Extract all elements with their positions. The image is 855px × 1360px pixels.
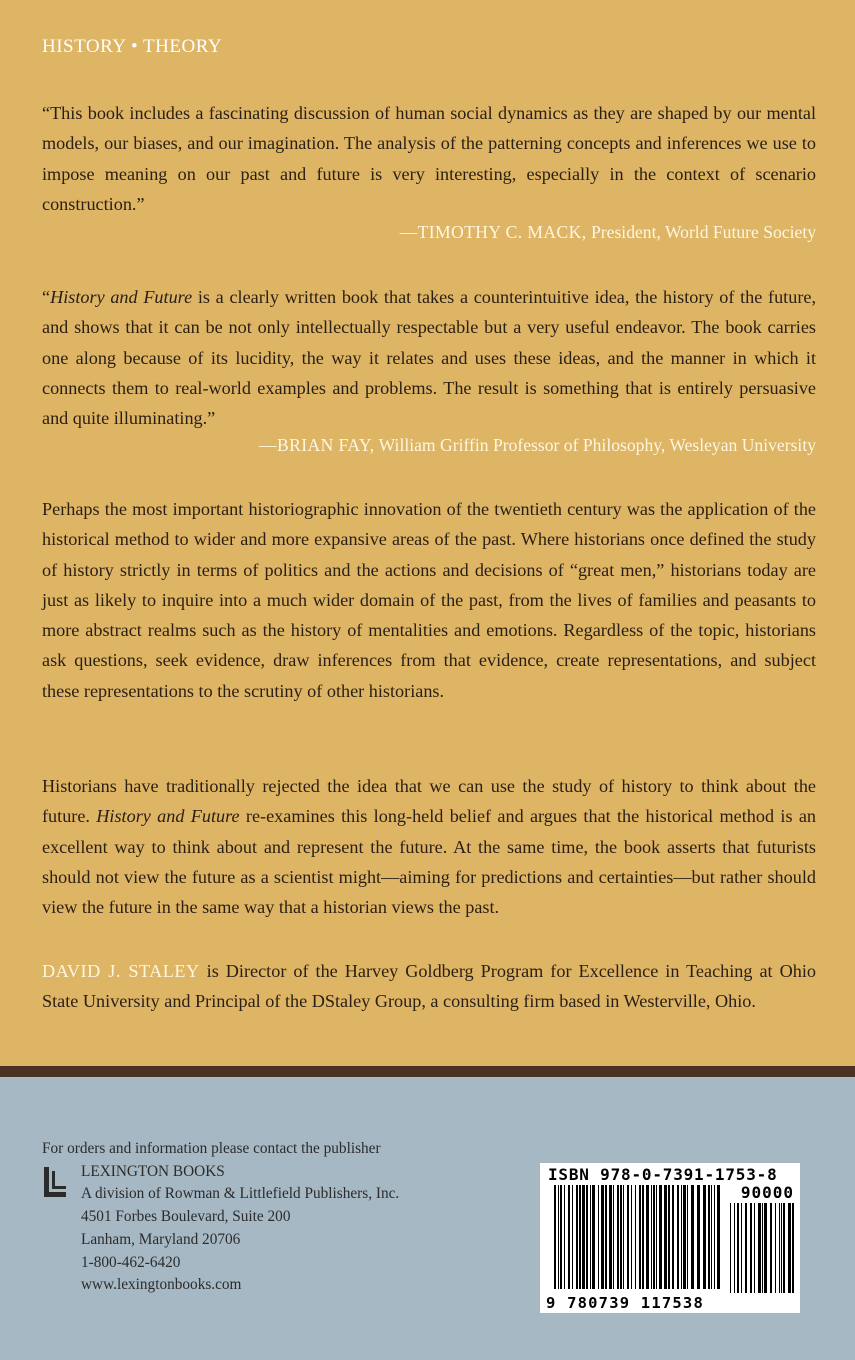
barcode-bar [708, 1185, 710, 1289]
divider-band [0, 1066, 855, 1077]
barcode-bar [687, 1185, 688, 1289]
barcode-bar [635, 1185, 636, 1289]
ean-digits: 9 780739 117538 [546, 1294, 704, 1312]
barcode-addon-bar [750, 1203, 752, 1293]
barcode-bar [664, 1185, 667, 1289]
barcode-addon-bar [730, 1203, 731, 1293]
blurb-quote-2 [42, 282, 816, 433]
barcode-bar [659, 1185, 662, 1289]
barcode-addon-bar [737, 1203, 739, 1293]
barcode-bar [582, 1185, 585, 1289]
barcode-bar [656, 1185, 657, 1289]
barcode-bar [668, 1185, 670, 1289]
quote-2-name: —BRIAN FAY, [259, 435, 375, 455]
barcode-bar [598, 1185, 599, 1289]
barcode-addon-bar [775, 1203, 776, 1293]
barcode-bar [627, 1185, 629, 1289]
description-2-after: re-examines this long-held belief and argues that the historical method is an excellent way to think about and represent the future. At the same time, the book asserts that futurists should not view the future as a scientist might—aiming for predictions and certainties—but rather should view the future in the same way that a historian views the past. [42, 806, 817, 918]
barcode-bar [609, 1185, 612, 1289]
barcode-bar [651, 1185, 652, 1289]
barcode-bar [592, 1185, 595, 1289]
publisher-phone: 1-800-462-6420 [81, 1253, 181, 1271]
publisher-block [42, 1138, 400, 1294]
quote-2-affiliation: William Griffin Professor of Philosophy, Wesleyan University [378, 435, 816, 455]
barcode-addon-bar [741, 1203, 742, 1293]
barcode-bar [691, 1185, 694, 1289]
quote-1-attribution [400, 222, 816, 243]
barcode-bar [714, 1185, 715, 1289]
barcode-bar [681, 1185, 682, 1289]
barcode-bar [617, 1185, 619, 1289]
barcode-addon-bar [770, 1203, 772, 1293]
quote-2-open: “ [42, 287, 51, 307]
blurb-quote-1: “This book includes a fascinating discussion of human social dynamics as they are shaped by our mental models, our biases, and our imagination. The analysis of the patterning concepts and inferences we use to impose meaning on our past and future is very interesting, especially in the context of scenario construction.” [42, 103, 816, 214]
description-paragraph-1: Perhaps the most important historiographic innovation of the twentieth century was the application of the historical method to wider and more expansive areas of the past. Where historians once defined the study of history strictly in terms of politics and the actions and decisions of “great men,” historians today are just as likely to inquire into a much wider domain of the past, from the lives of families and peasants to more abstract realms such as the history of mentalities and emotions. Regardless of the topic, historians ask questions, seek evidence, draw inferences from that evidence, create representations, and subject these representations to the scrutiny of other historians. [42, 499, 816, 701]
publisher-logo-icon [42, 1165, 68, 1199]
isbn-label: ISBN 978-0-7391-1753-8 [548, 1165, 778, 1184]
barcode-bar [554, 1185, 556, 1289]
barcode-bar [631, 1185, 632, 1289]
isbn-barcode [540, 1163, 800, 1313]
barcode-addon-bar [783, 1203, 785, 1293]
quote-2-attribution [259, 435, 816, 456]
barcode-bar [672, 1185, 674, 1289]
quote-2-book-title: History and Future [50, 287, 193, 307]
barcode-addon-bar [758, 1203, 761, 1293]
barcode-addon-bar [779, 1203, 780, 1293]
barcode-bar [586, 1185, 588, 1289]
author-bio [42, 956, 816, 1017]
quote-1-affiliation: President, World Future Society [591, 222, 816, 242]
barcode-bar [653, 1185, 655, 1289]
barcode-bar [590, 1185, 591, 1289]
price-code: 90000 [740, 1183, 794, 1202]
description-2-before: Historians have traditionally rejected the idea that we can use the study of history to think about the future. [42, 776, 816, 827]
author-name: DAVID J. STALEY [42, 961, 200, 981]
barcode-bar [677, 1185, 679, 1289]
barcode-bar [646, 1185, 649, 1289]
barcode-bar [697, 1185, 700, 1289]
publisher-city: Lanham, Maryland 20706 [81, 1230, 241, 1248]
barcode-bar [639, 1185, 641, 1289]
barcode-addon-bar [762, 1203, 763, 1293]
barcode-bar [572, 1185, 573, 1289]
barcode-bar [560, 1185, 562, 1289]
author-bio-text: is Director of the Harvey Goldberg Program for Excellence in Teaching at Ohio State University and Principal of the DStaley Group, a consulting firm based in Westerville, Ohio. [42, 961, 816, 1012]
description-paragraph-2 [42, 771, 816, 922]
barcode-bar [703, 1185, 706, 1289]
quote-1-name: —TIMOTHY C. MACK, [399, 222, 587, 242]
barcode-addon-bar [792, 1203, 794, 1293]
barcode-bar [683, 1185, 686, 1289]
barcode-addon-bar [788, 1203, 791, 1293]
barcode-addon-bar [745, 1203, 747, 1293]
barcode-bar [558, 1185, 559, 1289]
barcode-bar [623, 1185, 624, 1289]
barcode-bar [605, 1185, 607, 1289]
barcode-bar [613, 1185, 614, 1289]
barcode-bar [642, 1185, 644, 1289]
barcode-bar [711, 1185, 712, 1289]
barcode-bar [579, 1185, 581, 1289]
barcode-bar [576, 1185, 578, 1289]
barcode-bar [568, 1185, 570, 1289]
publisher-website: www.lexingtonbooks.com [81, 1276, 242, 1294]
barcode-addon-bar [734, 1203, 735, 1293]
barcode-addon-bar [754, 1203, 755, 1293]
barcode-bar [601, 1185, 604, 1289]
publisher-contact: For orders and information please contact the publisher [42, 1140, 381, 1157]
barcode-bar [717, 1185, 720, 1289]
publisher-name: LEXINGTON BOOKS [81, 1162, 225, 1180]
barcode-addon-bar [764, 1203, 767, 1293]
publisher-division: A division of Rowman & Littlefield Publishers, Inc. [81, 1185, 400, 1203]
category-label: HISTORY • THEORY [42, 36, 223, 57]
publisher-street: 4501 Forbes Boulevard, Suite 200 [81, 1208, 291, 1226]
description-2-book-title: History and Future [96, 806, 240, 827]
barcode-bar [564, 1185, 565, 1289]
barcode-addon-bar [781, 1203, 782, 1293]
quote-2-text: is a clearly written book that takes a counterintuitive idea, the history of the future, and shows that it can be not only intellectually respectable but a very useful endeavor. The book carries one along because of its lucidity, the way it relates and uses these ideas, and the manner in which it connects them to real-world examples and problems. The result is something that is entirely persuasive and quite illuminating.” [42, 287, 816, 429]
barcode-bar [620, 1185, 622, 1289]
